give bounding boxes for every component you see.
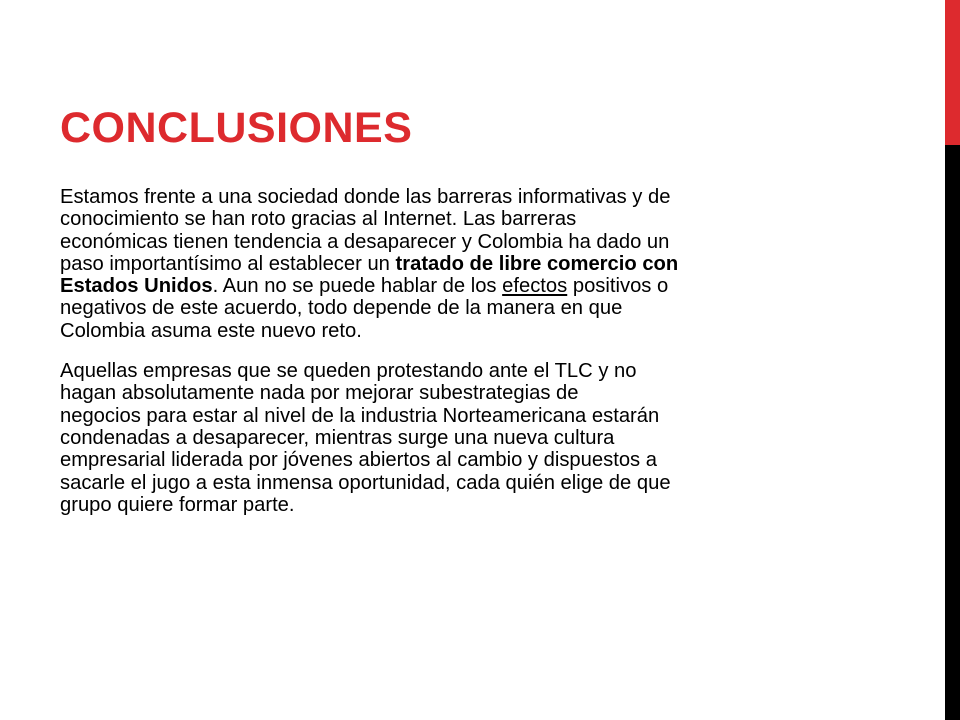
paragraph-1-underlined-word: efectos [502, 275, 568, 298]
paragraph-1-line-4-text: paso importantísimo al establecer un [60, 252, 396, 275]
paragraph-2-line-5: empresarial liderada por jóvenes abiertos al cambio y dispuestos a [60, 449, 657, 472]
paragraph-2 [60, 360, 850, 516]
paragraph-1-line-3: económicas tienen tendencia a desaparecer y Colombia ha dado un [60, 230, 670, 253]
accent-bar-black [945, 145, 960, 720]
slide-title: CONCLUSIONES [60, 104, 413, 152]
paragraph-2-line-4: condenadas a desaparecer, mientras surge una nueva cultura [60, 426, 615, 449]
paragraph-1-line-5-end: positivos o [567, 275, 669, 298]
paragraph-1 [60, 186, 850, 342]
paragraph-2-line-7: grupo quiere formar parte. [60, 493, 295, 516]
paragraph-2-line-1: Aquellas empresas que se queden protestando ante el TLC y no [60, 360, 637, 383]
paragraph-2-line-2: hagan absolutamente nada por mejorar subestrategias de [60, 382, 579, 405]
paragraph-1-line-7: Colombia asuma este nuevo reto. [60, 319, 362, 342]
accent-bar-red [945, 0, 960, 145]
paragraph-2-line-3: negocios para estar al nivel de la industria Norteamericana estarán [60, 404, 660, 427]
paragraph-1-line-5-text: . Aun no se puede hablar de los [212, 275, 503, 298]
paragraph-1-line-6: negativos de este acuerdo, todo depende de la manera en que [60, 297, 623, 320]
paragraph-2-line-6: sacarle el jugo a esta inmensa oportunidad, cada quién elige de que [60, 471, 671, 494]
slide-body [60, 186, 850, 516]
paragraph-1-bold-phrase-part-2: Estados Unidos [60, 275, 213, 298]
paragraph-1-bold-phrase-part-1: tratado de libre comercio con [395, 252, 679, 275]
paragraph-1-line-2: conocimiento se han roto gracias al Internet. Las barreras [60, 208, 577, 231]
paragraph-1-line-1: Estamos frente a una sociedad donde las barreras informativas y de [60, 186, 671, 208]
